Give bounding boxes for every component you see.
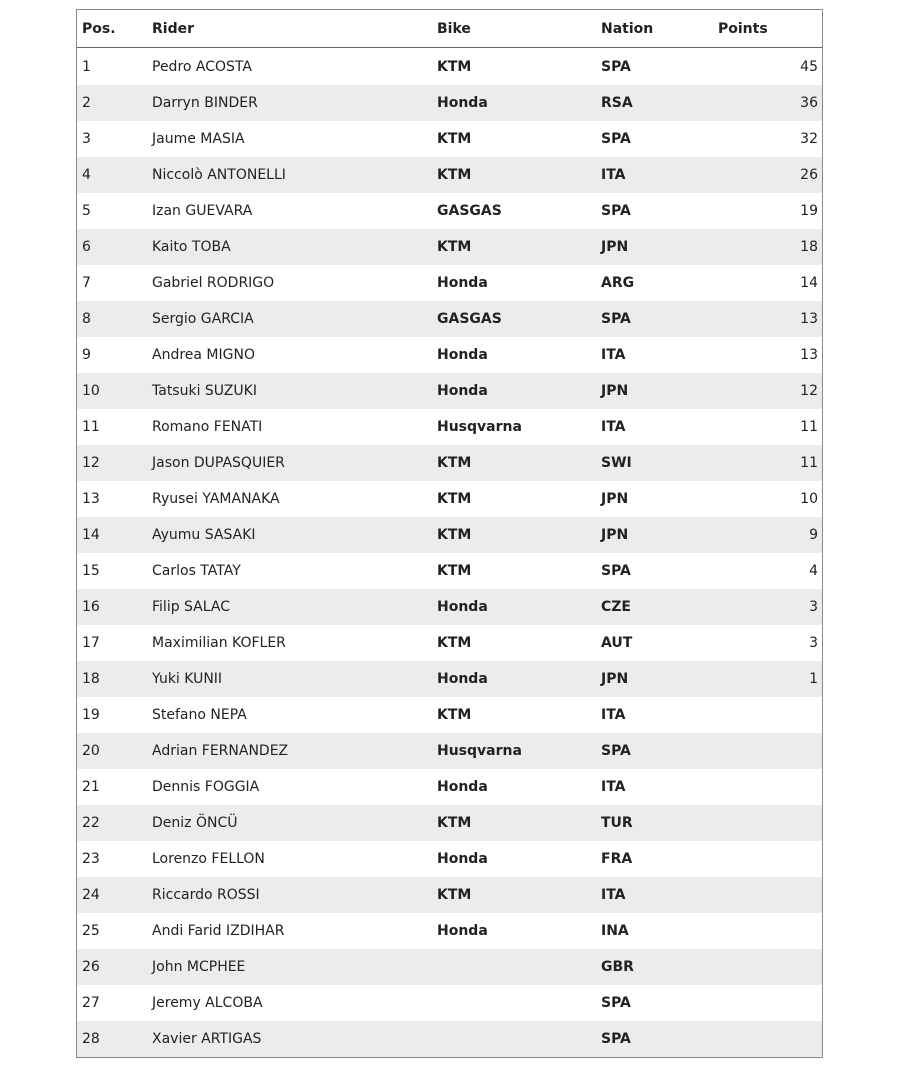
- cell-rider: Jaume MASIA: [152, 131, 245, 147]
- cell-pos: 8: [82, 311, 91, 327]
- table-body: [77, 48, 822, 1057]
- cell-pos: 14: [82, 527, 100, 543]
- cell-bike: Honda: [437, 383, 488, 399]
- cell-pos: 28: [82, 1031, 100, 1047]
- cell-nation: INA: [601, 923, 629, 939]
- cell-bike: KTM: [437, 167, 472, 183]
- cell-rider: Xavier ARTIGAS: [152, 1031, 262, 1047]
- cell-rider: Sergio GARCIA: [152, 311, 254, 327]
- cell-pos: 2: [82, 95, 91, 111]
- cell-nation: ITA: [601, 167, 626, 183]
- cell-rider: Carlos TATAY: [152, 563, 241, 579]
- cell-points: 36: [800, 95, 818, 111]
- table-row: [77, 193, 822, 229]
- cell-bike: KTM: [437, 131, 472, 147]
- table-row: [77, 769, 822, 805]
- table-row: [77, 949, 822, 985]
- cell-pos: 15: [82, 563, 100, 579]
- header-points: Points: [718, 20, 768, 37]
- cell-nation: SPA: [601, 743, 631, 759]
- cell-rider: Dennis FOGGIA: [152, 779, 260, 795]
- standings-table: [76, 9, 823, 1058]
- cell-pos: 17: [82, 635, 100, 651]
- table-row: [77, 49, 822, 85]
- cell-bike: KTM: [437, 563, 472, 579]
- cell-bike: Honda: [437, 599, 488, 615]
- cell-rider: John MCPHEE: [152, 959, 246, 975]
- table-row: [77, 985, 822, 1021]
- cell-bike: Honda: [437, 347, 488, 363]
- cell-rider: Ryusei YAMANAKA: [152, 491, 280, 507]
- cell-points: 45: [800, 59, 818, 75]
- cell-rider: Romano FENATI: [152, 419, 263, 435]
- cell-pos: 19: [82, 707, 100, 723]
- table-row: [77, 661, 822, 697]
- cell-pos: 21: [82, 779, 100, 795]
- cell-nation: ARG: [601, 275, 635, 291]
- cell-pos: 9: [82, 347, 91, 363]
- cell-nation: ITA: [601, 347, 626, 363]
- table-row: [77, 1021, 822, 1057]
- cell-pos: 23: [82, 851, 100, 867]
- table-row: [77, 733, 822, 769]
- table-row: [77, 445, 822, 481]
- cell-rider: Filip SALAC: [152, 599, 230, 615]
- cell-bike: Honda: [437, 923, 488, 939]
- cell-nation: JPN: [601, 383, 629, 399]
- cell-bike: Husqvarna: [437, 419, 522, 435]
- cell-rider: Lorenzo FELLON: [152, 851, 265, 867]
- cell-rider: Izan GUEVARA: [152, 203, 253, 219]
- cell-bike: Honda: [437, 95, 488, 111]
- header-pos: Pos.: [82, 20, 116, 37]
- cell-points: 12: [800, 383, 818, 399]
- cell-pos: 24: [82, 887, 100, 903]
- cell-bike: Husqvarna: [437, 743, 522, 759]
- cell-bike: Honda: [437, 779, 488, 795]
- table-row: [77, 589, 822, 625]
- cell-nation: ITA: [601, 779, 626, 795]
- table-row: [77, 877, 822, 913]
- cell-pos: 26: [82, 959, 100, 975]
- cell-pos: 20: [82, 743, 100, 759]
- cell-bike: KTM: [437, 707, 472, 723]
- header-nation: Nation: [601, 20, 654, 37]
- cell-nation: SPA: [601, 995, 631, 1011]
- cell-pos: 5: [82, 203, 91, 219]
- cell-bike: GASGAS: [437, 311, 502, 327]
- cell-bike: KTM: [437, 455, 472, 471]
- cell-rider: Riccardo ROSSI: [152, 887, 260, 903]
- cell-rider: Andrea MIGNO: [152, 347, 255, 363]
- cell-rider: Gabriel RODRIGO: [152, 275, 275, 291]
- cell-nation: TUR: [601, 815, 633, 831]
- table-row: [77, 913, 822, 949]
- cell-pos: 13: [82, 491, 100, 507]
- cell-bike: KTM: [437, 59, 472, 75]
- cell-nation: FRA: [601, 851, 633, 867]
- cell-nation: AUT: [601, 635, 633, 651]
- table-row: [77, 157, 822, 193]
- cell-rider: Andi Farid IZDIHAR: [152, 923, 285, 939]
- cell-pos: 16: [82, 599, 100, 615]
- cell-points: 9: [809, 527, 818, 543]
- cell-bike: KTM: [437, 491, 472, 507]
- cell-bike: GASGAS: [437, 203, 502, 219]
- table-row: [77, 301, 822, 337]
- cell-nation: RSA: [601, 95, 633, 111]
- cell-points: 3: [809, 599, 818, 615]
- cell-points: 4: [809, 563, 818, 579]
- cell-bike: KTM: [437, 635, 472, 651]
- cell-points: 11: [800, 455, 818, 471]
- cell-nation: ITA: [601, 707, 626, 723]
- table-row: [77, 517, 822, 553]
- cell-rider: Darryn BINDER: [152, 95, 258, 111]
- cell-pos: 18: [82, 671, 100, 687]
- table-row: [77, 625, 822, 661]
- cell-nation: JPN: [601, 671, 629, 687]
- cell-nation: CZE: [601, 599, 631, 615]
- cell-rider: Maximilian KOFLER: [152, 635, 286, 651]
- table-row: [77, 121, 822, 157]
- cell-bike: Honda: [437, 275, 488, 291]
- cell-nation: SPA: [601, 59, 631, 75]
- cell-bike: KTM: [437, 887, 472, 903]
- table-row: [77, 481, 822, 517]
- cell-pos: 22: [82, 815, 100, 831]
- cell-bike: KTM: [437, 239, 472, 255]
- cell-nation: SPA: [601, 1031, 631, 1047]
- table-row: [77, 229, 822, 265]
- cell-points: 19: [800, 203, 818, 219]
- cell-pos: 7: [82, 275, 91, 291]
- cell-nation: JPN: [601, 239, 629, 255]
- cell-bike: KTM: [437, 527, 472, 543]
- cell-rider: Deniz ÖNCÜ: [152, 815, 238, 831]
- table-row: [77, 697, 822, 733]
- cell-nation: GBR: [601, 959, 634, 975]
- cell-pos: 1: [82, 59, 91, 75]
- cell-points: 3: [809, 635, 818, 651]
- cell-rider: Tatsuki SUZUKI: [152, 383, 257, 399]
- table-row: [77, 337, 822, 373]
- cell-nation: JPN: [601, 491, 629, 507]
- cell-points: 18: [800, 239, 818, 255]
- table-row: [77, 805, 822, 841]
- cell-pos: 27: [82, 995, 100, 1011]
- cell-pos: 3: [82, 131, 91, 147]
- cell-bike: Honda: [437, 671, 488, 687]
- cell-points: 10: [800, 491, 818, 507]
- cell-pos: 4: [82, 167, 91, 183]
- cell-nation: ITA: [601, 887, 626, 903]
- cell-pos: 10: [82, 383, 100, 399]
- cell-rider: Niccolò ANTONELLI: [152, 167, 286, 183]
- cell-pos: 6: [82, 239, 91, 255]
- cell-points: 13: [800, 347, 818, 363]
- header-rider: Rider: [152, 20, 194, 37]
- cell-points: 11: [800, 419, 818, 435]
- cell-points: 14: [800, 275, 818, 291]
- cell-rider: Stefano NEPA: [152, 707, 247, 723]
- header-bike: Bike: [437, 20, 471, 37]
- cell-rider: Yuki KUNII: [152, 671, 223, 687]
- table-row: [77, 373, 822, 409]
- cell-pos: 11: [82, 419, 100, 435]
- cell-nation: SPA: [601, 563, 631, 579]
- cell-rider: Pedro ACOSTA: [152, 59, 252, 75]
- cell-nation: JPN: [601, 527, 629, 543]
- table-row: [77, 265, 822, 301]
- cell-points: 13: [800, 311, 818, 327]
- cell-bike: Honda: [437, 851, 488, 867]
- cell-rider: Kaito TOBA: [152, 239, 231, 255]
- cell-nation: SWI: [601, 455, 632, 471]
- cell-points: 32: [800, 131, 818, 147]
- cell-nation: ITA: [601, 419, 626, 435]
- cell-rider: Adrian FERNANDEZ: [152, 743, 289, 759]
- cell-nation: SPA: [601, 311, 631, 327]
- cell-pos: 25: [82, 923, 100, 939]
- cell-points: 26: [800, 167, 818, 183]
- cell-rider: Jeremy ALCOBA: [152, 995, 263, 1011]
- cell-bike: KTM: [437, 815, 472, 831]
- table-row: [77, 841, 822, 877]
- table-header: [77, 10, 822, 48]
- cell-pos: 12: [82, 455, 100, 471]
- table-row: [77, 553, 822, 589]
- cell-points: 1: [809, 671, 818, 687]
- table-row: [77, 409, 822, 445]
- cell-nation: SPA: [601, 131, 631, 147]
- cell-rider: Ayumu SASAKI: [152, 527, 256, 543]
- cell-rider: Jason DUPASQUIER: [152, 455, 285, 471]
- table-row: [77, 85, 822, 121]
- cell-nation: SPA: [601, 203, 631, 219]
